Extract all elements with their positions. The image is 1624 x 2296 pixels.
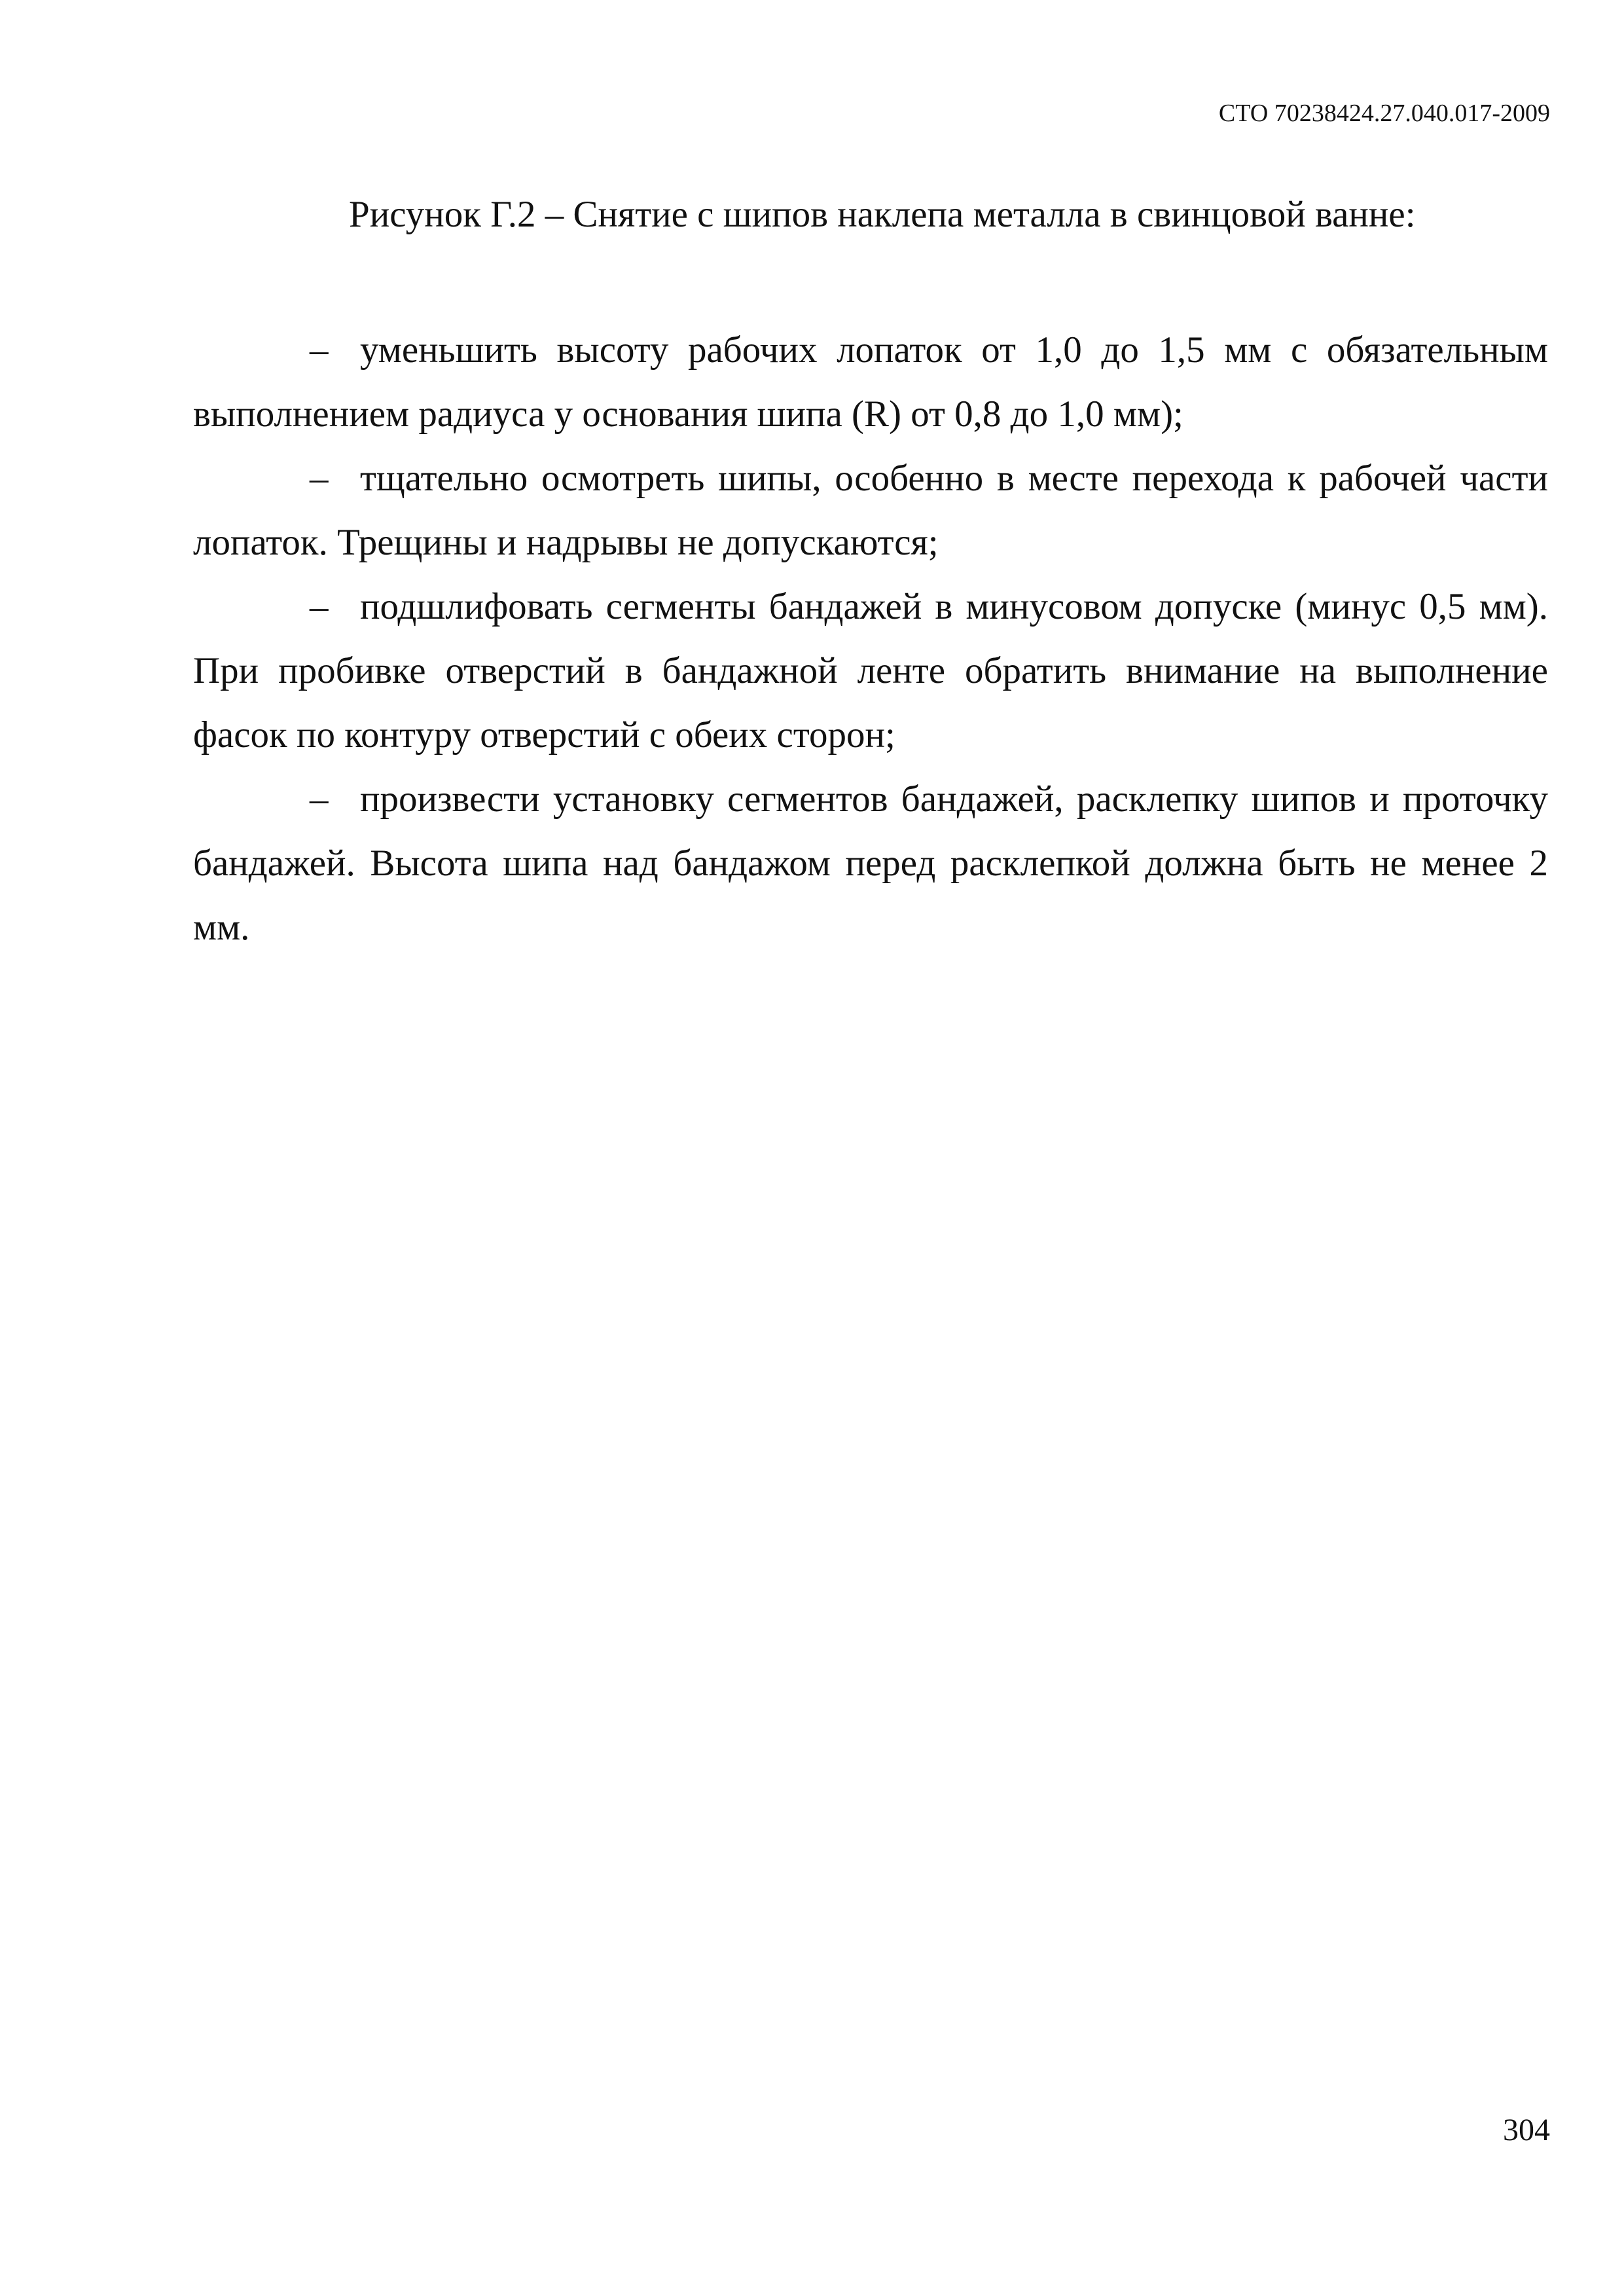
- list-item: [193, 446, 1548, 575]
- document-code: СТО 70238424.27.040.017-2009: [1218, 100, 1550, 127]
- instruction-list: [193, 318, 1548, 960]
- list-dash: –: [310, 329, 329, 371]
- list-item: [193, 575, 1548, 767]
- figure-caption: Рисунок Г.2 – Снятие с шипов наклепа металла в свинцовой ванне:: [349, 194, 1416, 235]
- list-item-text: тщательно осмотреть шипы, особенно в месте перехода к рабочей части лопаток. Трещины и надрывы не допускаются;: [193, 458, 1548, 563]
- list-item: [193, 318, 1548, 446]
- list-item-text: произвести установку сегментов бандажей, расклепку шипов и проточку бандажей. Высота шипа над бандажом перед расклепкой должна быть не менее 2 мм.: [193, 778, 1548, 948]
- list-item-text: подшлифовать сегменты бандажей в минусовом допуске (минус 0,5 мм). При пробивке отверстий в бандажной ленте обратить внимание на выполнение фасок по контуру отверстий с обеих сторон;: [193, 586, 1548, 756]
- list-dash: –: [310, 458, 329, 499]
- list-dash: –: [310, 778, 329, 820]
- list-dash: –: [310, 586, 329, 627]
- list-item: [193, 767, 1548, 960]
- page-number: 304: [1503, 2113, 1550, 2147]
- list-item-text: уменьшить высоту рабочих лопаток от 1,0 до 1,5 мм с обязательным выполнением радиуса у основания шипа (R) от 0,8 до 1,0 мм);: [193, 329, 1548, 435]
